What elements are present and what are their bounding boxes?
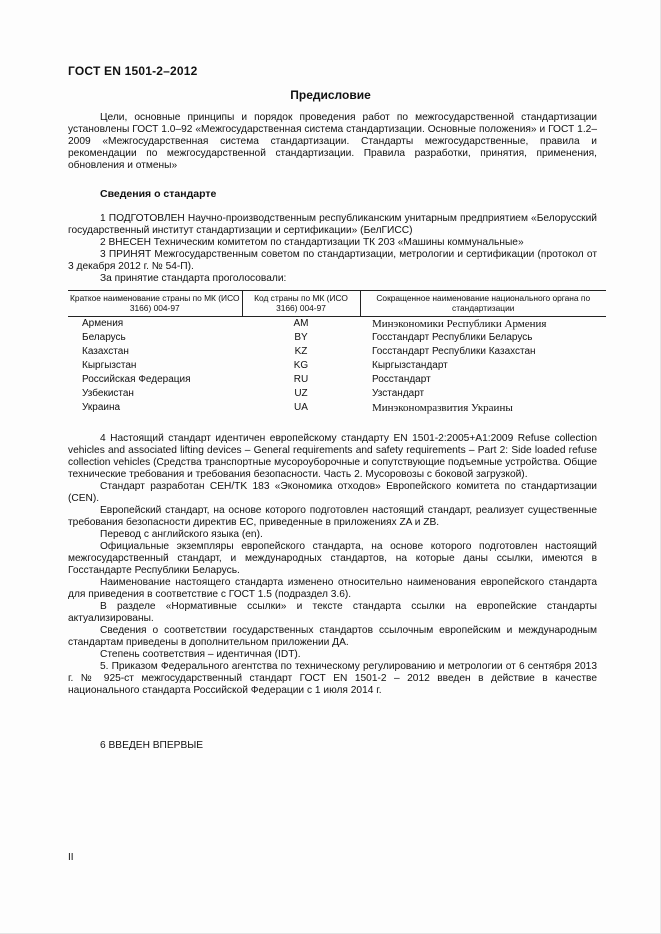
code-cell: AM	[293, 318, 309, 329]
items-bottom-block	[68, 433, 597, 697]
code-cell: KZ	[294, 346, 308, 357]
country-cell: Российская Федерация	[82, 374, 191, 385]
intro-paragraph: Цели, основные принципы и порядок проведения работ по межгосударственной стандартизации установлены ГОСТ 1.0–92 «Межгосударственная система стандартизации. Основные положения» и ГОСТ 1.2–2009 «Межгосударственная система стандартизации. Стандарты межгосударственные, правила и рекомендации по межгосударственной стандартизации. Правила разработки, принятия, применения, обновления и отмены»	[68, 112, 597, 171]
country-cell: Казахстан	[82, 346, 129, 357]
paragraph-name-changed: Наименование настоящего стандарта изменено относительно наименования европейского стандарта для приведения в соответствие с ГОСТ 1.5 (подраздел 3.6).	[68, 577, 597, 600]
body-cell: Госстандарт Республики Казахстан	[372, 346, 536, 357]
page-number: II	[68, 852, 74, 863]
intro-block	[68, 112, 597, 172]
standard-code-header: ГОСТ EN 1501-2–2012	[68, 64, 198, 78]
paragraph-annex-da: Сведения о соответствии государственных стандартов ссылочным европейским и международным стандартам приведены в дополнительном приложении ДА.	[68, 625, 597, 648]
col-country-header: Краткое наименование страны по МК (ИСО 3166) 004-97	[68, 291, 242, 317]
body-cell: Росстандарт	[372, 374, 431, 385]
items-top-block	[68, 213, 597, 285]
body-cell: Узстандарт	[372, 388, 425, 399]
table-row	[68, 331, 606, 345]
table-row	[68, 387, 606, 401]
paragraph-conformity: Степень соответствия – идентичная (IDT).	[100, 649, 301, 660]
code-cell: RU	[293, 374, 309, 385]
col-code-header: Код страны по МК (ИСО 3166) 004-97	[242, 291, 360, 317]
item-6: 6 ВВЕДЕН ВПЕРВЫЕ	[100, 740, 204, 751]
table-row	[68, 373, 606, 387]
col-body-header: Сокращенное наименование национального органа по стандартизации	[360, 291, 606, 317]
info-heading: Сведения о стандарте	[100, 188, 217, 200]
body-cell: Минэкономики Республики Армения	[372, 318, 547, 330]
voting-table	[68, 290, 606, 415]
table-row	[68, 345, 606, 359]
table-row	[68, 401, 606, 415]
country-cell: Кыргызстан	[82, 360, 137, 371]
code-cell: KG	[293, 360, 309, 371]
item-6-block	[68, 740, 597, 752]
paragraph-cen: Стандарт разработан CEH/TK 183 «Экономика отходов» Европейского комитета по стандартизации (CEN).	[68, 481, 597, 504]
country-cell: Узбекистан	[82, 388, 134, 399]
body-cell: Минэкономразвития Украины	[372, 402, 513, 414]
code-cell: UZ	[294, 388, 308, 399]
item-4: 4 Настоящий стандарт идентичен европейскому стандарту EN 1501-2:2005+A1:2009 Refuse collection vehicles and associated lifting devices – General requirements and safety requirements – Part 2: Side loaded refuse collection vehicles (Средства транспортные мусороуборочные и сопутствующие подъемные устройства. Общие технические требования и требования безопасности. Часть 2. Мусоровозы с боковой загрузкой).	[68, 433, 597, 480]
table-row	[68, 359, 606, 373]
table-header-row	[68, 291, 606, 317]
paragraph-translation: Перевод с английского языка (en).	[100, 529, 263, 540]
country-cell: Украина	[82, 402, 121, 413]
item-5: 5. Приказом Федерального агентства по техническому регулированию и метрологии от 6 сентября 2013 г. № 925-ст межгосударственный стандарт ГОСТ EN 1501-2 – 2012 введен в действие в качестве национального стандарта Российской Федерации с 1 июля 2014 г.	[68, 661, 597, 696]
paragraph-references: В разделе «Нормативные ссылки» и тексте стандарта ссылки на европейские стандарты актуализированы.	[68, 601, 597, 624]
code-cell: UA	[294, 402, 308, 413]
code-cell: BY	[294, 332, 308, 343]
vote-intro: За принятие стандарта проголосовали:	[100, 273, 287, 284]
page-title: Предисловие	[290, 88, 371, 102]
paragraph-official-copies: Официальные экземпляры европейского стандарта, на основе которого подготовлен настоящий межгосударственный стандарт, и международных стандартов, на которые даны ссылки, имеются в Госстандарте Республики Беларусь.	[68, 541, 597, 576]
paragraph-eu-directives: Европейский стандарт, на основе которого подготовлен настоящий стандарт, реализует существенные требования безопасности директив ЕС, приведенные в приложениях ZA и ZB.	[68, 505, 597, 528]
country-cell: Беларусь	[82, 332, 126, 343]
item-3: 3 ПРИНЯТ Межгосударственным советом по стандартизации, метрологии и сертификации (протокол от 3 декабря 2012 г. № 54-П).	[68, 249, 597, 272]
country-cell: Армения	[82, 318, 124, 329]
item-1: 1 ПОДГОТОВЛЕН Научно-производственным республиканским унитарным предприятием «Белорусский государственный институт стандартизации и сертификации» (БелГИСС)	[68, 213, 597, 236]
body-cell: Кыргызстандарт	[372, 360, 448, 371]
table-row	[68, 317, 606, 332]
body-cell: Госстандарт Республики Беларусь	[372, 332, 533, 343]
item-2: 2 ВНЕСЕН Техническим комитетом по стандартизации ТК 203 «Машины коммунальные»	[100, 237, 524, 248]
